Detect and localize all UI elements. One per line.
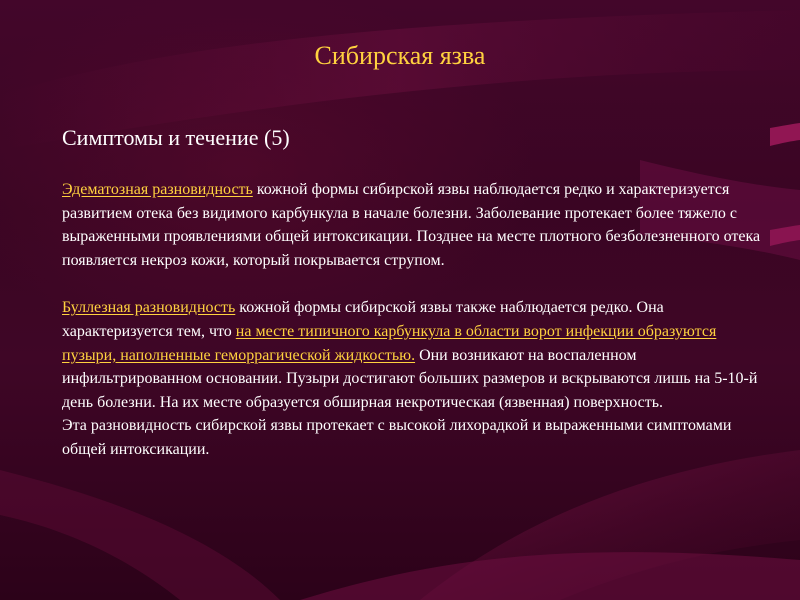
paragraph-fever: Эта разновидность сибирской язвы протекает с высокой лихорадкой и выраженными симптомами общей интоксикации. [62, 417, 732, 458]
paragraph-edematous-text: кожной формы сибирской язвы наблюдается редко и характеризуется развитием отека без видимого карбункула в начале болезни. Заболевание протекает более тяжело с выраженными проявлениями общей интоксикации. Позднее на месте плотного безболезненного отека появляется некроз кожи, который покрывается струпом. [62, 181, 761, 269]
ribbon-mark-1 [770, 123, 800, 146]
swoosh-bottom-right-2 [300, 552, 800, 600]
paragraph-gap [62, 272, 762, 296]
paragraph-bullous-text-1: кожной формы сибирской язвы также наблюдается редко. Она характеризуется тем, что [62, 299, 664, 340]
slide-title: Сибирская язва [314, 41, 486, 70]
term-bullous: Буллезная разновидность [62, 299, 236, 317]
slide-subtitle: Симптомы и течение (5) [62, 125, 290, 150]
paragraph-edematous [62, 178, 762, 272]
swoosh-left [0, 470, 280, 600]
highlight-blisters: на месте типичного карбункула в области ворот инфекции образуются пузыри, наполненные геморрагической жидкостью. [62, 322, 717, 364]
term-edematous: Эдематозная разновидность [62, 181, 253, 198]
slide-body [62, 178, 762, 462]
paragraph-bullous-text-2: Они возникают на воспаленном инфильтрированном основании. Пузыри достигают больших размеров и вскрываются лишь на 5-10-й день болезни. На их месте образуется обширная некротическая (язвенная) поверхность. [62, 346, 758, 411]
paragraph-bullous [62, 296, 762, 414]
